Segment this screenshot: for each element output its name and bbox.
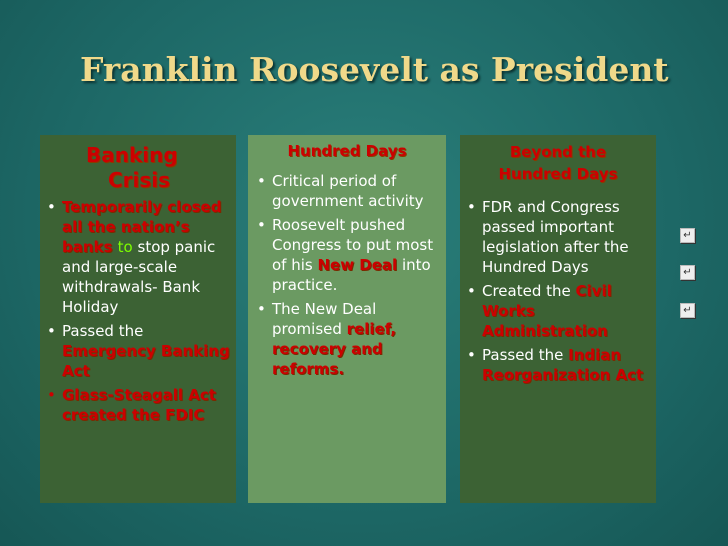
bullet-text: Indian Reorganization Act <box>482 346 644 384</box>
bullet-text: Passed the <box>62 322 144 340</box>
slide-title: Franklin Roosevelt as President <box>80 50 669 89</box>
panel-heading <box>40 135 236 193</box>
bullet-text: The New Deal promised <box>272 300 377 338</box>
bullet-item <box>460 197 650 277</box>
bullet-item <box>250 215 440 295</box>
bullet-text: Civil Works Administration <box>482 282 612 340</box>
panel-heading <box>248 135 446 161</box>
panel-heading-line: Beyond the <box>509 143 607 161</box>
panel-heading <box>460 135 656 185</box>
bullet-text: into practice. <box>272 256 431 294</box>
bullet-list <box>248 161 446 379</box>
bullet-text: Created the <box>482 282 576 300</box>
bullet-list <box>460 185 656 385</box>
bullet-text: Roosevelt pushed Congress to put most of his <box>272 216 434 274</box>
banking-crisis-panel <box>40 135 236 503</box>
bullet-item <box>40 385 230 425</box>
bullet-item <box>250 171 440 211</box>
bullet-item <box>40 197 230 317</box>
bullet-text: to <box>117 238 133 256</box>
bullet-text: Passed the <box>482 346 569 364</box>
beyond-hundred-days-panel <box>460 135 656 503</box>
bullet-text: Emergency Banking Act <box>62 342 230 380</box>
bullet-item <box>250 299 440 379</box>
bullet-text: FDR and Congress passed important legislation after the Hundred Days <box>482 198 629 276</box>
return-arrow-icon[interactable]: ↵ <box>680 265 695 280</box>
panel-heading-line: Banking <box>86 143 178 167</box>
hundred-days-panel <box>248 135 446 503</box>
bullet-text: New Deal <box>317 256 398 274</box>
bullet-list <box>40 193 236 425</box>
panel-heading-line: Hundred Days <box>287 142 407 160</box>
bullet-text: Critical period of government activity <box>272 172 424 210</box>
bullet-text: Temporarily closed all the nation’s banks <box>62 198 222 256</box>
panel-heading-line: Crisis <box>108 168 171 192</box>
return-arrow-icon[interactable]: ↵ <box>680 303 695 318</box>
bullet-text: stop panic and large-scale withdrawals- Bank Holiday <box>62 238 216 316</box>
bullet-item <box>460 345 650 385</box>
bullet-item <box>460 281 650 341</box>
bullet-text: relief, recovery and reforms. <box>272 320 397 378</box>
bullet-text: Glass-Steagall Act created the FDIC <box>62 386 216 424</box>
bullet-item <box>40 321 230 381</box>
panel-heading-line: Hundred Days <box>498 165 618 183</box>
return-arrow-icon[interactable]: ↵ <box>680 228 695 243</box>
